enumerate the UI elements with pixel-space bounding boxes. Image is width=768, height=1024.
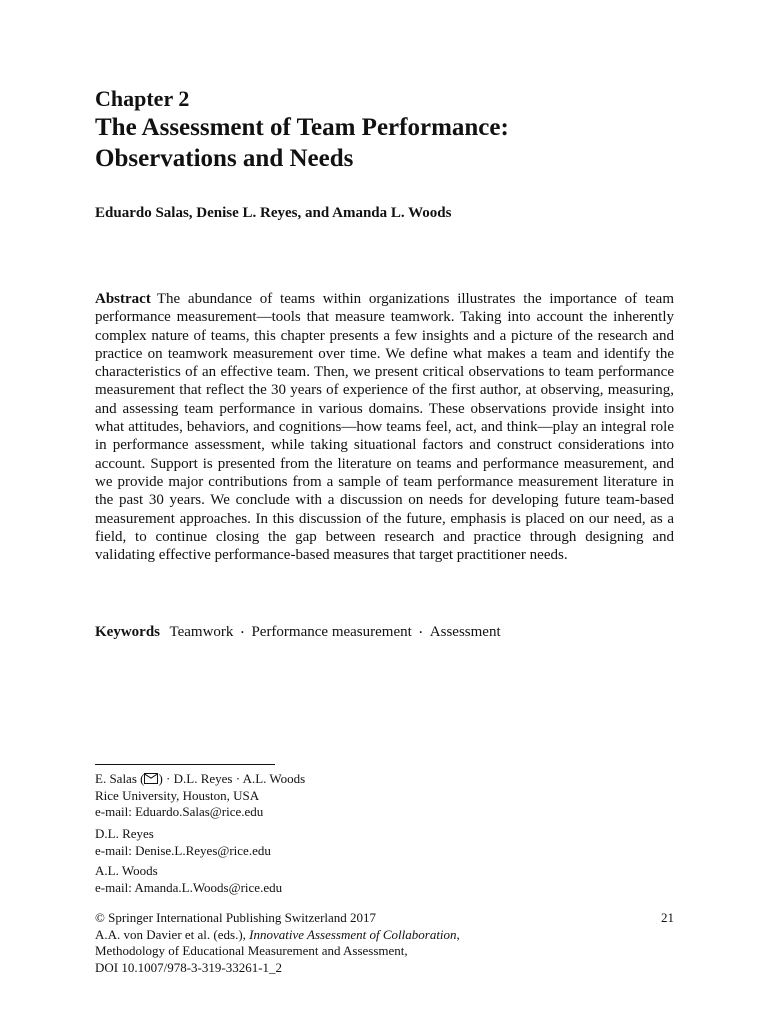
book-series-line: Methodology of Educational Measurement and Assessment,: [95, 943, 408, 958]
chapter-title: [95, 112, 695, 174]
footnote-email-reyes: e-mail: Denise.L.Reyes@rice.edu: [95, 842, 271, 858]
footnote-author-line: [95, 771, 305, 788]
footnote-name-reyes: D.L. Reyes: [95, 826, 154, 841]
footnote-coauthors: ) · D.L. Reyes · A.L. Woods: [158, 771, 306, 786]
footnote-email-salas: e-mail: Eduardo.Salas@rice.edu: [95, 804, 264, 819]
keywords: [95, 622, 674, 642]
page-number: 21: [661, 910, 674, 925]
keyword: Assessment: [429, 624, 501, 640]
keyword: Teamwork: [169, 624, 234, 640]
footnote-author-salas: E. Salas (: [95, 771, 145, 786]
footnote-affiliation: Rice University, Houston, USA: [95, 787, 260, 803]
footnote-reyes-block: [95, 826, 271, 859]
footnote-divider: [95, 764, 275, 765]
keyword-separator: ·: [418, 625, 423, 639]
keywords-label: Keywords: [95, 624, 160, 640]
book-citation-line: [95, 927, 674, 944]
envelope-icon: [144, 773, 158, 784]
doi-line: DOI 10.1007/978-3-319-33261-1_2: [95, 959, 283, 975]
footnote-woods-block: [95, 863, 282, 896]
keyword-separator: ·: [240, 625, 245, 639]
book-title-comma: ,: [456, 926, 460, 942]
abstract-label: Abstract: [95, 291, 151, 307]
book-editors: A.A. von Davier et al. (eds.),: [95, 926, 250, 942]
copyright-line: © Springer International Publishing Switzerland 2017: [95, 910, 377, 925]
footnote-affiliation-block: [95, 771, 305, 821]
footnote-name-woods: A.L. Woods: [95, 863, 158, 878]
abstract-text: The abundance of teams within organizations illustrates the importance of team performance measurement—tools that measure teamwork. Taking into account the inherently complex nature of teams, this chapter presents a few insights and a picture of the research and practice on teamwork measurement over time. We define what makes a team and identify the characteristics of an effective team. Then, we present critical observations to team performance measurement that reflect the 30 years of experience of the first author, at observing, measuring, and assessing team performance in various domains. These observations provide insight into what attitudes, behaviors, and cognitions—how teams feel, act, and think—play an integral role in performance assessment, while taking situational factors and construct considerations into account. Support is presented from the literature on teams and performance measurement, and we provide major contributions from a sample of team performance measurement literature in the past 30 years. We conclude with a discussion on needs for developing future team-based measurement approaches. In this discussion of the future, emphasis is placed on our need, as a field, to continue closing the gap between research and practice through designing and validating effective performance-based measures that target practitioner needs.: [95, 291, 674, 564]
book-title: Innovative Assessment of Collaboration: [249, 926, 457, 942]
copyright-block: [95, 910, 674, 976]
footnote-email-woods: e-mail: Amanda.L.Woods@rice.edu: [95, 879, 283, 895]
keyword: Performance measurement: [251, 624, 412, 640]
author-list: Eduardo Salas, Denise L. Reyes, and Amanda L. Woods: [95, 205, 452, 221]
abstract: [95, 290, 674, 564]
chapter-label: Chapter 2: [95, 86, 190, 111]
chapter-title-line-2: Observations and Needs: [95, 145, 354, 172]
chapter-title-line-1: The Assessment of Team Performance:: [95, 114, 509, 141]
